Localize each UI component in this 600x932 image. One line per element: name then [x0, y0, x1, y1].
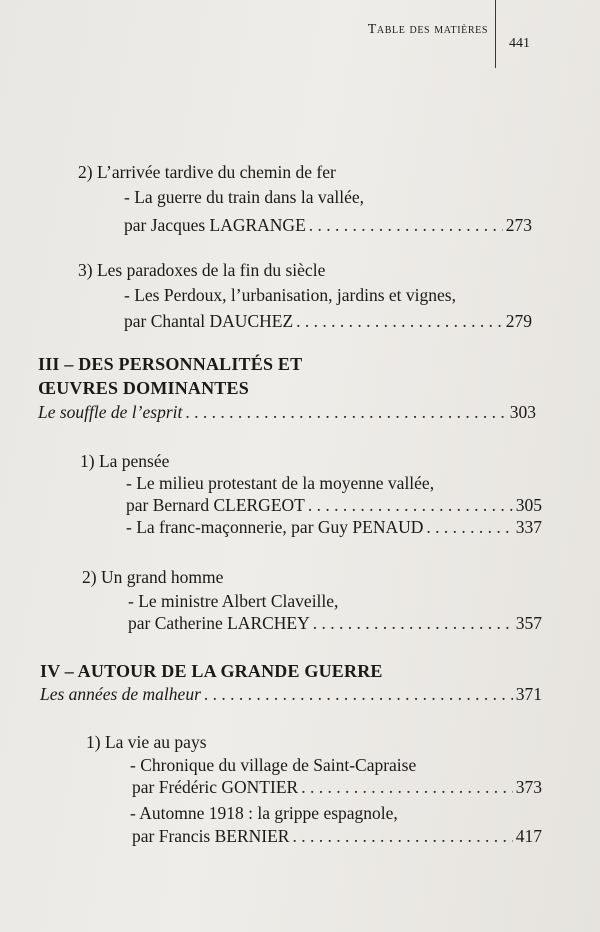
dot-leader: [185, 401, 506, 423]
section-title: 3) Les paradoxes de la fin du siècle: [78, 260, 326, 280]
toc-entry[interactable]: [124, 310, 532, 332]
part-heading: III – DES PERSONNALITÉS ET: [38, 354, 303, 374]
dot-leader: [313, 612, 513, 634]
entry-author: par Frédéric GONTIER: [132, 777, 299, 797]
toc-entry[interactable]: [132, 776, 542, 798]
section-title: 2) Un grand homme: [82, 567, 224, 587]
entry-title: - La franc-maçonnerie, par Guy PENAUD: [126, 517, 424, 537]
entry-author: par Jacques LAGRANGE: [124, 215, 306, 235]
toc-entry[interactable]: [40, 683, 542, 705]
section-title: 1) La vie au pays: [86, 732, 207, 752]
entry-author: par Chantal DAUCHEZ: [124, 311, 294, 331]
dot-leader: [204, 683, 513, 705]
entry-author: par Catherine LARCHEY: [128, 613, 310, 633]
toc-entry[interactable]: [128, 612, 542, 634]
entry-author: par Bernard CLERGEOT: [126, 495, 305, 515]
toc-entry[interactable]: [132, 825, 542, 847]
entry-page-number: 305: [515, 495, 542, 515]
running-title: Table des matières: [367, 22, 488, 37]
subsection-title: - La guerre du train dans la vallée,: [124, 187, 365, 207]
toc-entry[interactable]: [126, 494, 542, 516]
dot-leader: [292, 825, 512, 847]
dot-leader: [296, 310, 503, 332]
dot-leader: [309, 214, 503, 236]
toc-entry[interactable]: [124, 214, 532, 236]
entry-page-number: 303: [509, 402, 536, 422]
entry-page-number: 279: [505, 311, 532, 331]
subsection-title: - Les Perdoux, l’urbanisation, jardins et vignes,: [124, 285, 456, 305]
section-title: 2) L’arrivée tardive du chemin de fer: [78, 162, 336, 182]
subsection-title: - Le milieu protestant de la moyenne vallée,: [126, 473, 435, 493]
entry-page-number: 337: [515, 517, 542, 537]
part-heading: IV – AUTOUR DE LA GRANDE GUERRE: [40, 661, 383, 681]
entry-author: par Francis BERNIER: [132, 826, 290, 846]
entry-page-number: 371: [515, 684, 542, 704]
entry-page-number: 417: [515, 826, 542, 846]
page-number: 441: [509, 36, 530, 51]
section-title: 1) La pensée: [80, 451, 170, 471]
dot-leader: [301, 776, 513, 798]
subsection-title: - Automne 1918 : la grippe espagnole,: [130, 803, 398, 823]
dot-leader: [308, 494, 513, 516]
subsection-title: - Le ministre Albert Claveille,: [128, 591, 339, 611]
part-intro: Le souffle de l’esprit: [38, 402, 183, 422]
toc-entry[interactable]: [126, 516, 542, 538]
entry-page-number: 273: [505, 215, 532, 235]
toc-entry[interactable]: [38, 401, 536, 423]
entry-page-number: 357: [515, 613, 542, 633]
subsection-title: - Chronique du village de Saint-Capraise: [130, 755, 417, 775]
dot-leader: [426, 516, 512, 538]
part-intro: Les années de malheur: [40, 684, 201, 704]
entry-page-number: 373: [515, 777, 542, 797]
part-heading: ŒUVRES DOMINANTES: [38, 378, 249, 398]
